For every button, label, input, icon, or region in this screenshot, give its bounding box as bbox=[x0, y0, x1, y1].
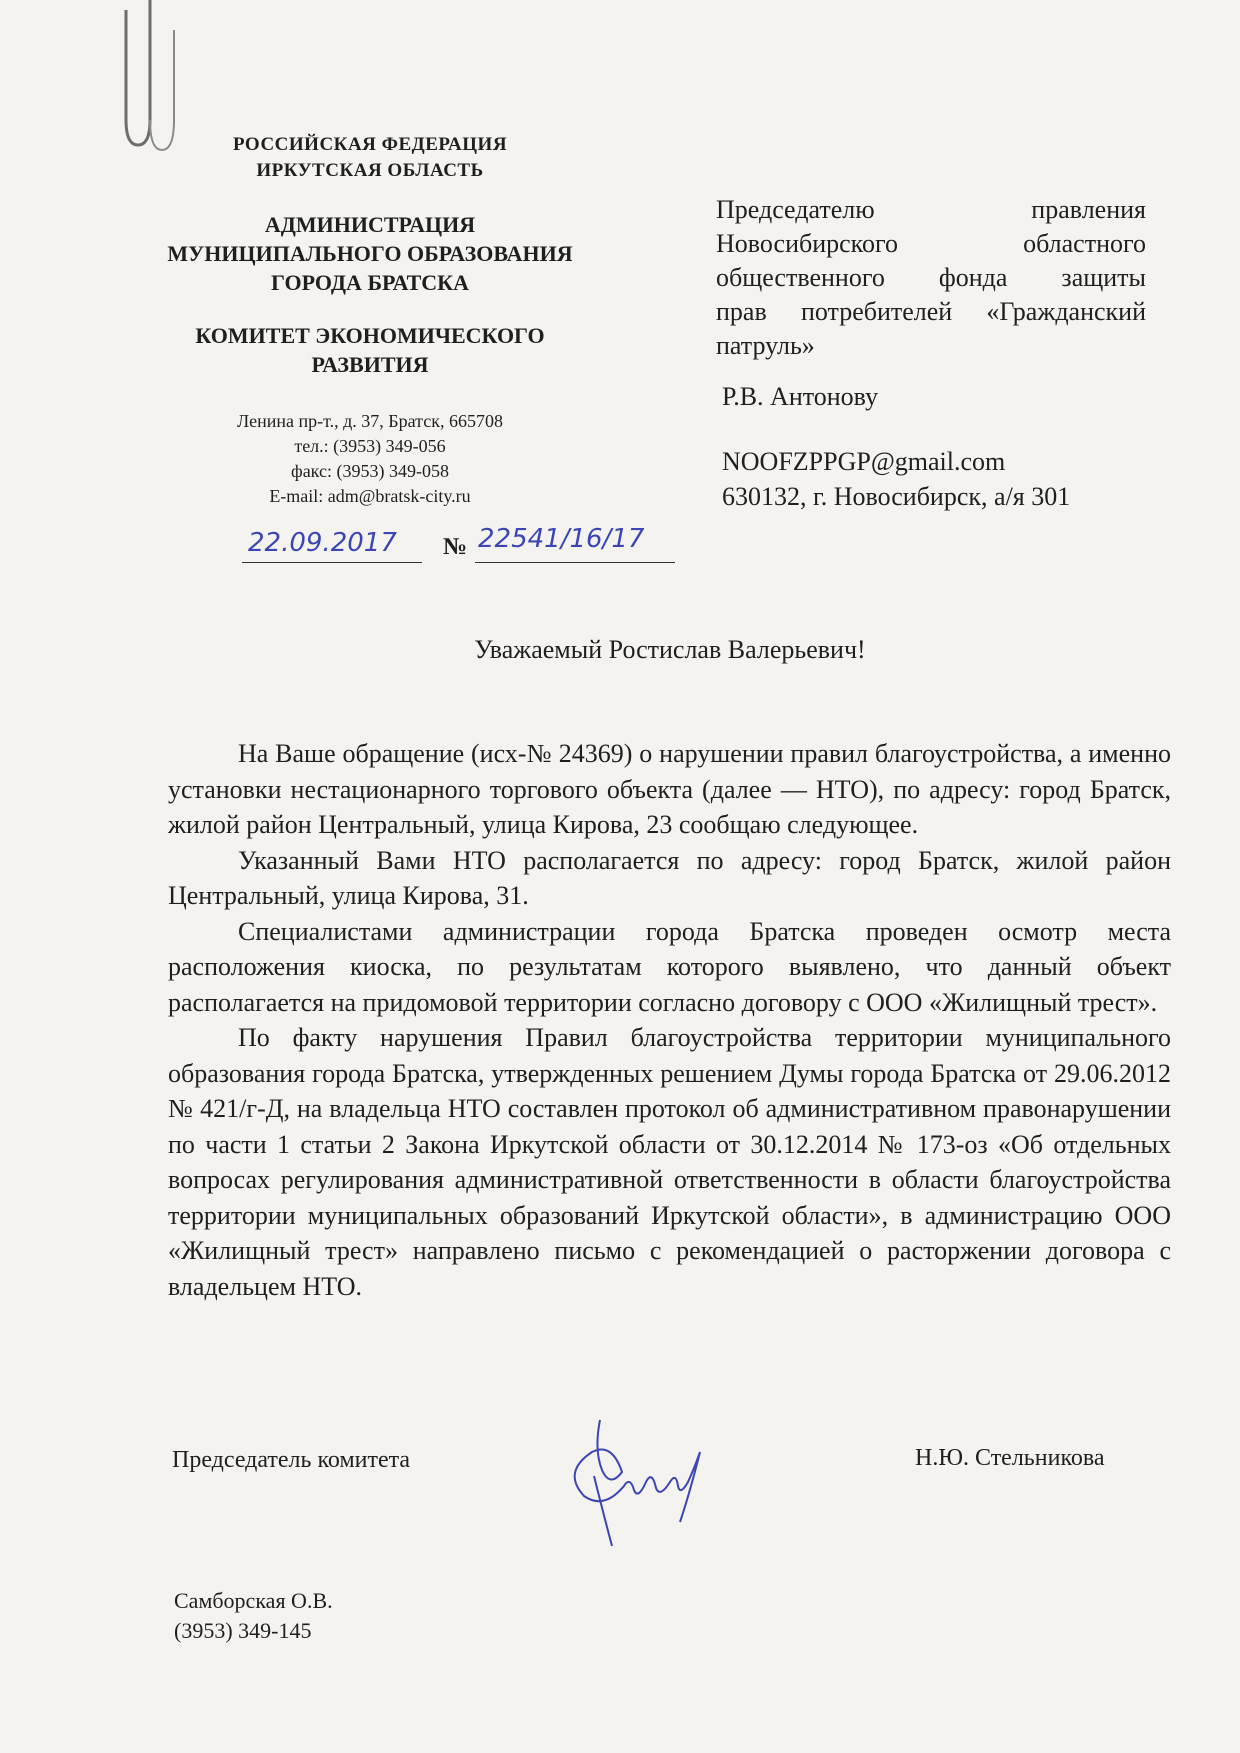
body-paragraph-3: Специалистами администрации города Братска проведен осмотр места расположения киоска, по результатам которого выявлено, что данный объект располагается на придомовой территории согласно договору с ООО «Жилищный трест». bbox=[168, 916, 1171, 1017]
header-dept-line2: РАЗВИТИЯ bbox=[311, 352, 429, 377]
signature-name: Н.Ю. Стельникова bbox=[915, 1445, 1105, 1471]
registration-number-sign: № bbox=[443, 534, 468, 560]
body-paragraph-2: Указанный Вами НТО располагается по адресу: город Братск, жилой район Центральный, улица Кирова, 31. bbox=[168, 845, 1171, 910]
paperclip-icon bbox=[120, 0, 180, 160]
executor-phone: (3953) 349-145 bbox=[174, 1618, 312, 1643]
recipient-line5: патруль» bbox=[716, 331, 815, 360]
salutation: Уважаемый Ростислав Валерьевич! bbox=[474, 635, 866, 664]
recipient-line2: Новосибирского областного bbox=[716, 229, 1146, 258]
recipient-block bbox=[716, 193, 1146, 363]
signature-position: Председатель комитета bbox=[172, 1447, 411, 1473]
header-region: ИРКУТСКАЯ ОБЛАСТЬ bbox=[256, 160, 484, 181]
date-underline bbox=[242, 562, 422, 563]
header-dept-line1: КОМИТЕТ ЭКОНОМИЧЕСКОГО bbox=[195, 323, 545, 348]
registration-number: 22541/16/17 bbox=[478, 524, 645, 554]
recipient-line3: общественного фонда защиты bbox=[716, 263, 1146, 292]
header-org-line2: МУНИЦИПАЛЬНОГО ОБРАЗОВАНИЯ bbox=[167, 241, 573, 266]
executor-name: Самборская О.В. bbox=[174, 1588, 333, 1613]
recipient-name: Р.В. Антонову bbox=[722, 382, 879, 411]
recipient-postal: 630132, г. Новосибирск, а/я 301 bbox=[722, 482, 1071, 511]
header-phone: тел.: (3953) 349-056 bbox=[294, 436, 446, 456]
header-fax: факс: (3953) 349-058 bbox=[291, 461, 449, 481]
header-country: РОССИЙСКАЯ ФЕДЕРАЦИЯ bbox=[232, 134, 508, 155]
header-org-line3: ГОРОДА БРАТСКА bbox=[271, 270, 469, 295]
recipient-line4: прав потребителей «Гражданский bbox=[716, 297, 1146, 326]
header-email: E-mail: adm@bratsk-city.ru bbox=[269, 486, 471, 506]
number-underline bbox=[475, 562, 675, 563]
handwritten-signature bbox=[560, 1400, 740, 1550]
recipient-line1: Председателю правления bbox=[716, 195, 1146, 224]
body-paragraph-4: По факту нарушения Правил благоустройства территории муниципального образования города Братска, утвержденных решением Думы города Братска от 29.06.2012 № 421/г-Д, на владельца НТО составлен протокол об административном правонарушении по части 1 статьи 2 Закона Иркутской области от 30.12.2014 № 173-оз «Об отдельных вопросах регулирования административной ответственности в области благоустройства территории муниципальных образований Иркутской области», в администрацию ООО «Жилищный трест» направлено письмо с рекомендацией о расторжении договора с владельцем НТО. bbox=[168, 1023, 1171, 1301]
header-address: Ленина пр-т., д. 37, Братск, 665708 bbox=[237, 411, 503, 431]
header-org-line1: АДМИНИСТРАЦИЯ bbox=[264, 212, 476, 237]
body-paragraph-1: На Ваше обращение (исх-№ 24369) о нарушении правил благоустройства, а именно установки нестационарного торгового объекта (далее — НТО), по адресу: город Братск, жилой район Центральный, улица Кирова, 23 сообщаю следующее. bbox=[168, 739, 1171, 839]
recipient-email: NOOFZPPGP@gmail.com bbox=[722, 447, 1006, 476]
letter-body bbox=[168, 736, 1171, 1304]
registration-date: 22.09.2017 bbox=[248, 528, 397, 558]
